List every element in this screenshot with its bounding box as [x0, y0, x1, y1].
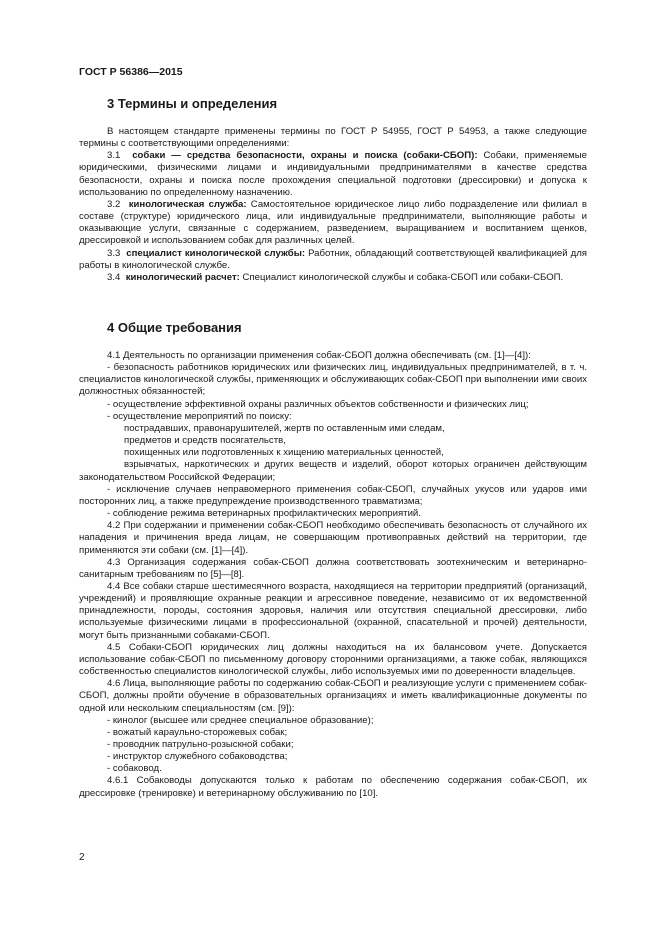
list-item: - проводник патрульно-розыскной собаки; — [107, 739, 294, 750]
paragraph-4-5: 4.5 Собаки-СБОП юридических лиц должны находиться на их балансовом учете. Допускается использование собак-СБОП по письменному договору сторонними организациями, а также собак, являющихся собственностью специалистов кинологической службы, либо используемых ими по доверенности владельцев. — [79, 641, 587, 678]
section-3-intro: В настоящем стандарте применены термины по ГОСТ Р 54955, ГОСТ Р 54953, а также следующие термины с соответствующими определениями: — [79, 126, 587, 150]
term-3-4: 3.4 кинологический расчет: Специалист кинологической службы и собака-СБОП или собаки-СБОП. — [107, 271, 564, 283]
paragraph-4-6-1: 4.6.1 Собаководы допускаются только к работам по обеспечению содержания собак-СБОП, их дрессировке (тренировке) и ветеринарному обслуживанию по [10]. — [79, 775, 587, 799]
paragraph-4-3: 4.3 Организация содержания собак-СБОП должна соответствовать зоотехническим и ветеринарно-санитарным требованиям по [5]—[8]. — [79, 556, 587, 580]
term-3-1: 3.1 собаки — средства безопасности, охраны и поиска (собаки-СБОП): Собаки, применяемые юридическими, физическими лицами и индивидуальными предпринимателями в качестве средства безопасности, охраны и поиска после прохождения специальной подготовки (дрессировки) и допуска к использованию по определенному назначению. — [79, 150, 587, 198]
list-item: - безопасность работников юридических или физических лиц, индивидуальных предпринимателей, в т. ч. специалистов кинологической службы, применяющих и обслуживающих собак-СБОП при выполнении ими своих должностных обязанностей; — [79, 362, 587, 398]
section-3-body — [79, 126, 587, 284]
term-3-2: 3.2 кинологическая служба: Самостоятельное юридическое лицо либо подразделение или филиал в составе (структуре) юридического лица, или индивидуальные предприниматели, выполняющие работы и оказывающие услуги, связанные с содержанием, разведением, выращиванием и воспитанием щенков, дрессировкой и использованием собак для различных целей. — [79, 198, 587, 247]
list-item: - осуществление эффективной охраны различных объектов собственности и физических лиц; — [107, 398, 529, 410]
list-item: - инструктор служебного собаководства; — [107, 751, 288, 763]
search-item: пострадавших, правонарушителей, жертв по оставленным ими следам, — [124, 422, 445, 434]
list-item: - осуществление мероприятий по поиску: — [107, 410, 292, 422]
list-item: - кинолог (высшее или среднее специальное образование); — [107, 714, 374, 726]
list-item: - исключение случаев неправомерного применения собак-СБОП, случайных укусов или ударов ими посторонних лиц, а также предупреждение производственного травматизма; — [79, 483, 587, 507]
paragraph-4-4: 4.4 Все собаки старше шестимесячного возраста, находящиеся на территории предприятий (организаций, учреждений) и проявляющие охранные реакции и агрессивное поведение, независимо от их ведомственной принадлежности, породы, состояния здоровья, наличия или отсутствия специальной дрессировки, либо используемые физическими лицами в профессиональной (охранной, спасательной и прочей) деятельности, могут быть признанными собаками-СБОП. — [79, 580, 587, 641]
section-3-heading: 3 Термины и определения — [107, 96, 278, 111]
search-item: взрывчатых, наркотических и других веществ и изделий, оборот которых ограничен действующим законодательством Российской Федерации; — [79, 459, 587, 483]
section-4-body — [79, 350, 587, 800]
term-3-3: 3.3 специалист кинологической службы: Работник, обладающий соответствующей квалификацией для работы в кинологической службе. — [79, 247, 587, 271]
paragraph-4-1: 4.1 Деятельность по организации применения собак-СБОП должна обеспечивать (см. [1]—[4]): — [107, 350, 531, 361]
document-header: ГОСТ Р 56386—2015 — [79, 66, 183, 78]
list-item: - соблюдение режима ветеринарных профилактических мероприятий. — [107, 508, 421, 520]
search-item: похищенных или подготовленных к хищению материальных ценностей, — [124, 447, 444, 459]
list-item: - собаковод. — [107, 763, 162, 775]
paragraph-4-2: 4.2 При содержании и применении собак-СБОП необходимо обеспечивать безопасность от случайного их нападения и причинения вреда лицам, не совершающим противоправных действий на территории, где применяются эти собаки (см. [1]—[4]). — [79, 520, 587, 556]
paragraph-4-6: 4.6 Лица, выполняющие работы по содержанию собак-СБОП и реализующие услуги с применением собак-СБОП, должны пройти обучение в образовательных организациях и иметь квалификационные документы по одной или нескольким специальностям (см. [9]): — [79, 678, 587, 714]
section-4-heading: 4 Общие требования — [107, 320, 242, 335]
search-item: предметов и средств посягательств, — [124, 435, 286, 447]
page-number: 2 — [79, 852, 85, 863]
list-item: - вожатый караульно-сторожевых собак; — [107, 726, 288, 738]
